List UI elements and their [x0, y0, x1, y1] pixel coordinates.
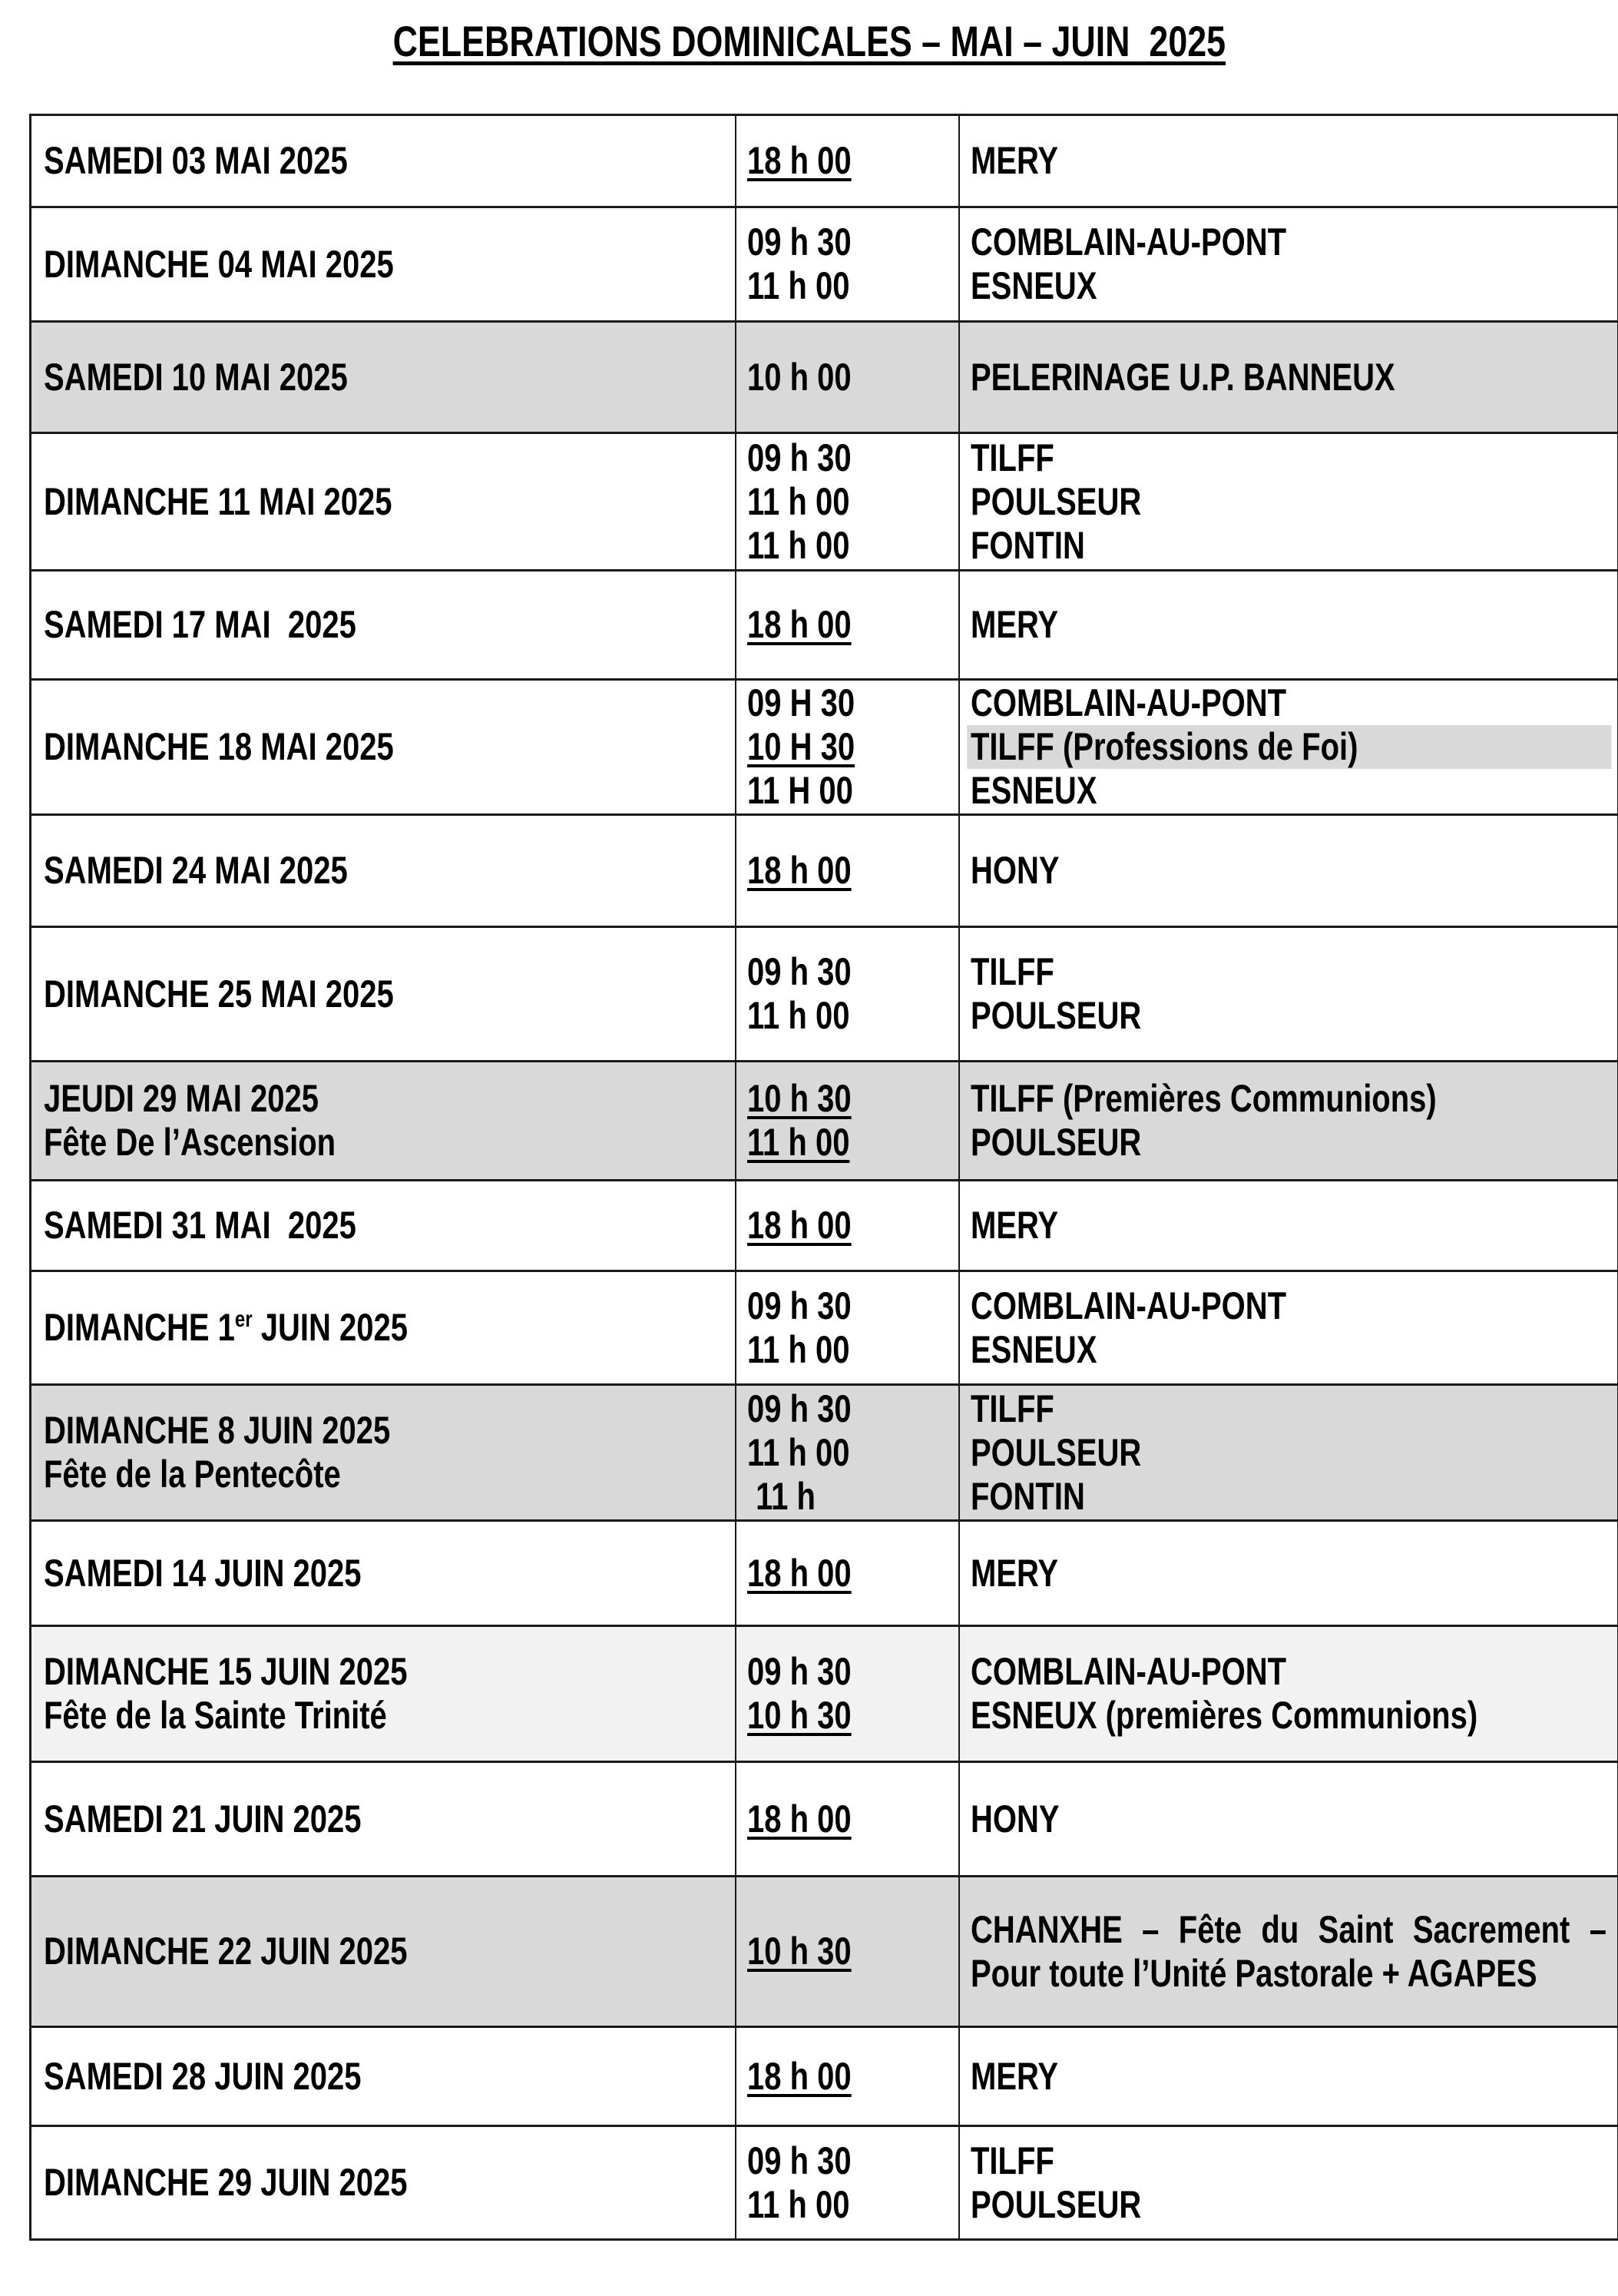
mass-time — [747, 139, 956, 183]
place-cell — [959, 1762, 1618, 1877]
mass-time-text: 11 h 00 — [746, 1327, 849, 1371]
mass-location: TILFF — [970, 2139, 1054, 2182]
mass-time — [747, 2139, 956, 2183]
mass-time — [747, 725, 956, 769]
mass-location: ESNEUX — [970, 769, 1097, 812]
date-label: SAMEDI 14 JUIN 2025 — [44, 1551, 362, 1595]
schedule-row — [31, 1521, 1618, 1626]
mass-time — [747, 1552, 956, 1595]
date-ordinal-suffix: er — [234, 1307, 253, 1332]
mass-location: FONTIN — [970, 1474, 1085, 1518]
mass-location: HONY — [970, 849, 1060, 892]
mass-time — [747, 2183, 956, 2227]
schedule-row — [31, 1181, 1618, 1271]
place-cell — [959, 115, 1618, 207]
mass-time-text: 11 H 00 — [746, 769, 853, 812]
mass-location: MERY — [970, 603, 1058, 646]
mass-time-text: 18 h 00 — [746, 1204, 852, 1247]
mass-location: POULSEUR — [970, 479, 1141, 523]
schedule-table — [29, 114, 1618, 2241]
place-cell — [959, 1062, 1618, 1181]
mass-time-text: 11 h 00 — [746, 523, 849, 567]
mass-location: FONTIN — [970, 523, 1085, 567]
time-cell — [736, 1521, 959, 1626]
mass-time-text: 09 h 30 — [746, 1387, 852, 1430]
date-cell — [31, 2027, 736, 2126]
date-cell — [31, 571, 736, 680]
schedule-row — [31, 571, 1618, 680]
mass-location: TILFF — [970, 436, 1054, 479]
date-label: DIMANCHE 04 MAI 2025 — [44, 242, 394, 286]
mass-time-text: 11 h 00 — [746, 2182, 849, 2226]
date-label: DIMANCHE 29 JUIN 2025 — [44, 2161, 408, 2204]
mass-location: TILFF (Premières Communions) — [970, 1077, 1437, 1120]
schedule-row — [31, 815, 1618, 927]
date-label: SAMEDI 28 JUIN 2025 — [44, 2054, 362, 2098]
mass-time-text: 18 h 00 — [746, 1551, 852, 1595]
time-cell — [736, 1385, 959, 1521]
mass-time — [747, 681, 956, 725]
schedule-row — [31, 1762, 1618, 1877]
time-cell — [736, 433, 959, 571]
date-cell — [31, 1762, 736, 1877]
mass-time — [747, 849, 956, 893]
time-cell — [736, 571, 959, 680]
place-cell — [959, 680, 1618, 815]
mass-time-text: 09 h 30 — [746, 1284, 852, 1327]
mass-time — [747, 603, 956, 647]
schedule-row — [31, 1062, 1618, 1181]
place-cell — [959, 2027, 1618, 2126]
date-cell — [31, 115, 736, 207]
mass-time-text: 18 h 00 — [746, 1797, 852, 1840]
date-label: SAMEDI 10 MAI 2025 — [44, 355, 348, 399]
mass-time — [747, 1328, 956, 1372]
mass-location: POULSEUR — [970, 1430, 1141, 1474]
date-cell — [31, 322, 736, 433]
place-cell — [959, 1877, 1618, 2027]
date-cell — [31, 433, 736, 571]
time-cell — [736, 927, 959, 1062]
mass-time-text: 11 h 00 — [746, 1121, 849, 1164]
mass-time — [747, 950, 956, 994]
mass-time — [747, 524, 956, 568]
place-cell — [959, 433, 1618, 571]
date-cell — [31, 680, 736, 815]
mass-location: MERY — [970, 2054, 1058, 2098]
date-cell — [31, 1181, 736, 1271]
mass-time — [747, 1694, 956, 1738]
mass-location: ESNEUX (premières Communions) — [970, 1694, 1477, 1737]
date-label: DIMANCHE 22 JUIN 2025 — [44, 1930, 408, 1973]
mass-time — [747, 1077, 956, 1121]
schedule-row — [31, 1877, 1618, 2027]
date-label: JEUDI 29 MAI 2025 — [44, 1077, 319, 1120]
mass-location: POULSEUR — [970, 994, 1141, 1037]
time-cell — [736, 1271, 959, 1385]
schedule-row — [31, 1626, 1618, 1762]
mass-time — [747, 1121, 956, 1165]
mass-location: MERY — [970, 1204, 1058, 1247]
mass-time-text: 09 H 30 — [746, 681, 855, 724]
mass-time — [747, 1387, 956, 1431]
mass-location: COMBLAIN-AU-PONT — [970, 220, 1286, 263]
date-label: SAMEDI 21 JUIN 2025 — [44, 1797, 362, 1840]
place-cell — [959, 1181, 1618, 1271]
date-cell — [31, 1271, 736, 1385]
mass-time — [747, 769, 956, 813]
time-cell — [736, 2027, 959, 2126]
mass-location: MERY — [970, 1551, 1058, 1595]
date-suffix: JUIN 2025 — [252, 1306, 408, 1349]
mass-time-text: 10 h 30 — [746, 1077, 852, 1120]
mass-time — [747, 1284, 956, 1328]
place-cell — [959, 815, 1618, 927]
mass-time-text: 18 h 00 — [746, 2054, 852, 2098]
mass-time — [747, 436, 956, 480]
mass-time-text: 18 h 00 — [746, 849, 852, 892]
mass-location: COMBLAIN-AU-PONT — [970, 681, 1286, 724]
mass-time-text: 10 H 30 — [746, 725, 855, 768]
time-cell — [736, 207, 959, 322]
title-container — [0, 17, 1618, 66]
mass-location: COMBLAIN-AU-PONT — [970, 1650, 1286, 1693]
time-cell — [736, 1762, 959, 1877]
time-cell — [736, 2126, 959, 2240]
schedule-body — [31, 115, 1618, 2240]
date-label: SAMEDI 31 MAI 2025 — [44, 1204, 356, 1247]
mass-time-text: 11 h — [746, 1474, 816, 1518]
mass-time-text: 09 h 30 — [746, 436, 852, 479]
place-cell — [959, 207, 1618, 322]
mass-location: PELERINAGE U.P. BANNEUX — [970, 355, 1395, 399]
mass-time-text: 10 h 00 — [746, 355, 852, 399]
schedule-row — [31, 680, 1618, 815]
time-cell — [736, 1626, 959, 1762]
mass-location: TILFF (Professions de Foi) — [967, 725, 1611, 769]
date-cell — [31, 1062, 736, 1181]
time-cell — [736, 115, 959, 207]
mass-time — [747, 1204, 956, 1247]
mass-location: ESNEUX — [970, 1327, 1097, 1371]
place-cell — [959, 322, 1618, 433]
place-cell — [959, 1385, 1618, 1521]
time-cell — [736, 680, 959, 815]
date-cell — [31, 815, 736, 927]
mass-location: COMBLAIN-AU-PONT — [970, 1284, 1286, 1327]
place-cell — [959, 1271, 1618, 1385]
mass-time — [747, 2055, 956, 2099]
date-label: DIMANCHE 25 MAI 2025 — [44, 972, 394, 1015]
time-cell — [736, 1062, 959, 1181]
mass-location: POULSEUR — [970, 1121, 1141, 1164]
mass-time-text: 09 h 30 — [746, 220, 852, 263]
date-cell — [31, 207, 736, 322]
mass-time-text: 09 h 30 — [746, 950, 852, 993]
date-label: SAMEDI 17 MAI 2025 — [44, 603, 356, 646]
mass-location: CHANXHE – Fête du Saint Sacrement – Pour toute l’Unité Pastorale + AGAPES — [970, 1907, 1606, 1995]
date-label: DIMANCHE 18 MAI 2025 — [44, 725, 394, 768]
date-cell — [31, 1626, 736, 1762]
place-cell — [959, 1626, 1618, 1762]
place-cell — [959, 927, 1618, 1062]
feast-label: Fête de la Sainte Trinité — [44, 1694, 387, 1737]
mass-location: ESNEUX — [970, 264, 1097, 307]
mass-time-text: 10 h 30 — [746, 1930, 852, 1973]
schedule-row — [31, 927, 1618, 1062]
schedule-row — [31, 322, 1618, 433]
mass-time-text: 18 h 00 — [746, 139, 852, 182]
date-label: DIMANCHE 15 JUIN 2025 — [44, 1650, 408, 1693]
time-cell — [736, 322, 959, 433]
mass-time-text: 09 h 30 — [746, 1650, 852, 1693]
date-label: DIMANCHE 8 JUIN 2025 — [44, 1409, 391, 1452]
date-prefix: DIMANCHE 1 — [44, 1306, 235, 1349]
mass-time-text: 18 h 00 — [746, 603, 852, 646]
schedule-row — [31, 1271, 1618, 1385]
mass-time — [747, 1431, 956, 1475]
mass-location: TILFF — [970, 1387, 1054, 1430]
mass-time — [747, 1475, 956, 1519]
feast-label: Fête De l’Ascension — [44, 1121, 336, 1164]
mass-time-text: 11 h 00 — [746, 479, 849, 523]
date-label: DIMANCHE 11 MAI 2025 — [44, 479, 392, 523]
mass-time-text: 09 h 30 — [746, 2139, 852, 2182]
place-cell — [959, 2126, 1618, 2240]
date-cell — [31, 2126, 736, 2240]
schedule-row — [31, 207, 1618, 322]
mass-location: HONY — [970, 1797, 1060, 1840]
schedule-row — [31, 115, 1618, 207]
page-title: CELEBRATIONS DOMINICALES – MAI – JUIN 2025 — [392, 17, 1226, 65]
time-cell — [736, 1181, 959, 1271]
mass-time-text: 11 h 00 — [746, 264, 849, 307]
place-cell — [959, 571, 1618, 680]
mass-time — [747, 1930, 956, 1973]
date-cell — [31, 1385, 736, 1521]
time-cell — [736, 815, 959, 927]
mass-time — [747, 1797, 956, 1841]
mass-time — [747, 220, 956, 264]
schedule-row — [31, 1385, 1618, 1521]
mass-time — [747, 994, 956, 1038]
mass-time-text: 11 h 00 — [746, 1430, 849, 1474]
schedule-row — [31, 433, 1618, 571]
mass-time — [747, 356, 956, 399]
mass-location: MERY — [970, 139, 1058, 182]
date-cell — [31, 927, 736, 1062]
mass-time-text: 11 h 00 — [746, 994, 849, 1037]
mass-location: POULSEUR — [970, 2182, 1141, 2226]
date-label: SAMEDI 24 MAI 2025 — [44, 849, 348, 892]
date-label — [44, 1306, 732, 1350]
place-cell — [959, 1521, 1618, 1626]
schedule-row — [31, 2027, 1618, 2126]
feast-label: Fête de la Pentecôte — [44, 1453, 341, 1496]
mass-time — [747, 264, 956, 308]
date-label: SAMEDI 03 MAI 2025 — [44, 139, 348, 182]
date-cell — [31, 1877, 736, 2027]
mass-time-text: 10 h 30 — [746, 1694, 852, 1737]
time-cell — [736, 1877, 959, 2027]
mass-location: TILFF — [970, 950, 1054, 993]
schedule-row — [31, 2126, 1618, 2240]
mass-time — [747, 1650, 956, 1694]
mass-time — [747, 480, 956, 524]
date-cell — [31, 1521, 736, 1626]
